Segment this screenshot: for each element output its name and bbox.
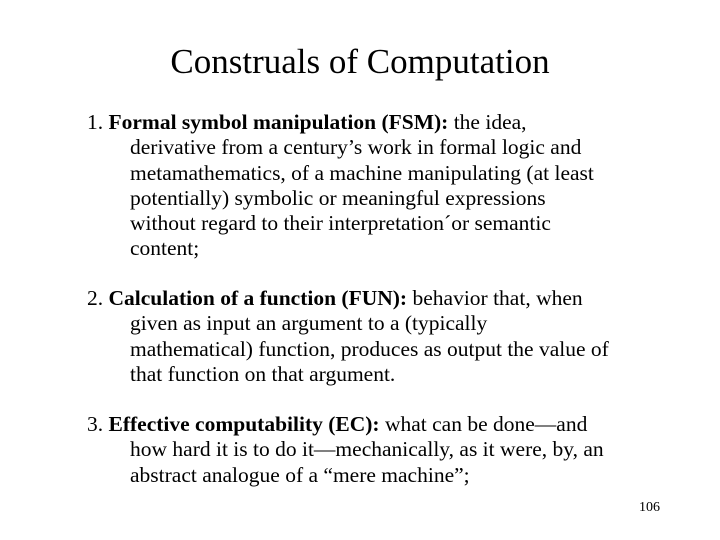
item-text: the idea, [453, 110, 527, 134]
item-first-line [87, 286, 687, 311]
item-text-line: content; [130, 236, 200, 261]
page-number: 106 [639, 500, 660, 515]
item-number: 3. [87, 412, 104, 436]
slide-title: Construals of Computation [170, 42, 550, 81]
item-number: 1. [87, 110, 104, 134]
item-text-line: metamathematics, of a machine manipulating (at least [130, 160, 594, 185]
item-first-line [87, 412, 687, 437]
item-text: behavior that, when [412, 286, 583, 310]
item-number: 2. [87, 286, 104, 310]
item-term: Effective computability (EC): [108, 412, 380, 436]
item-text: what can be done—and [384, 412, 588, 436]
item-text-line: that function on that argument. [130, 361, 396, 386]
item-text-line: how hard it is to do it—mechanically, as it were, by, an [130, 437, 604, 462]
construal-item-fsm [87, 110, 687, 262]
construal-item-ec [87, 412, 687, 488]
item-text-line: potentially) symbolic or meaningful expressions [130, 185, 546, 210]
construal-item-fun [87, 286, 687, 387]
item-text-line: given as input an argument to a (typically [130, 311, 488, 336]
item-text-line: derivative from a century’s work in formal logic and [130, 135, 582, 160]
item-term: Calculation of a function (FUN): [108, 286, 408, 310]
item-text-line: abstract analogue of a “mere machine”; [130, 462, 470, 487]
item-first-line [87, 110, 687, 135]
item-text-line: without regard to their interpretation´or semantic [130, 211, 551, 236]
item-term: Formal symbol manipulation (FSM): [108, 110, 449, 134]
item-text-line: mathematical) function, produces as output the value of [130, 336, 609, 361]
